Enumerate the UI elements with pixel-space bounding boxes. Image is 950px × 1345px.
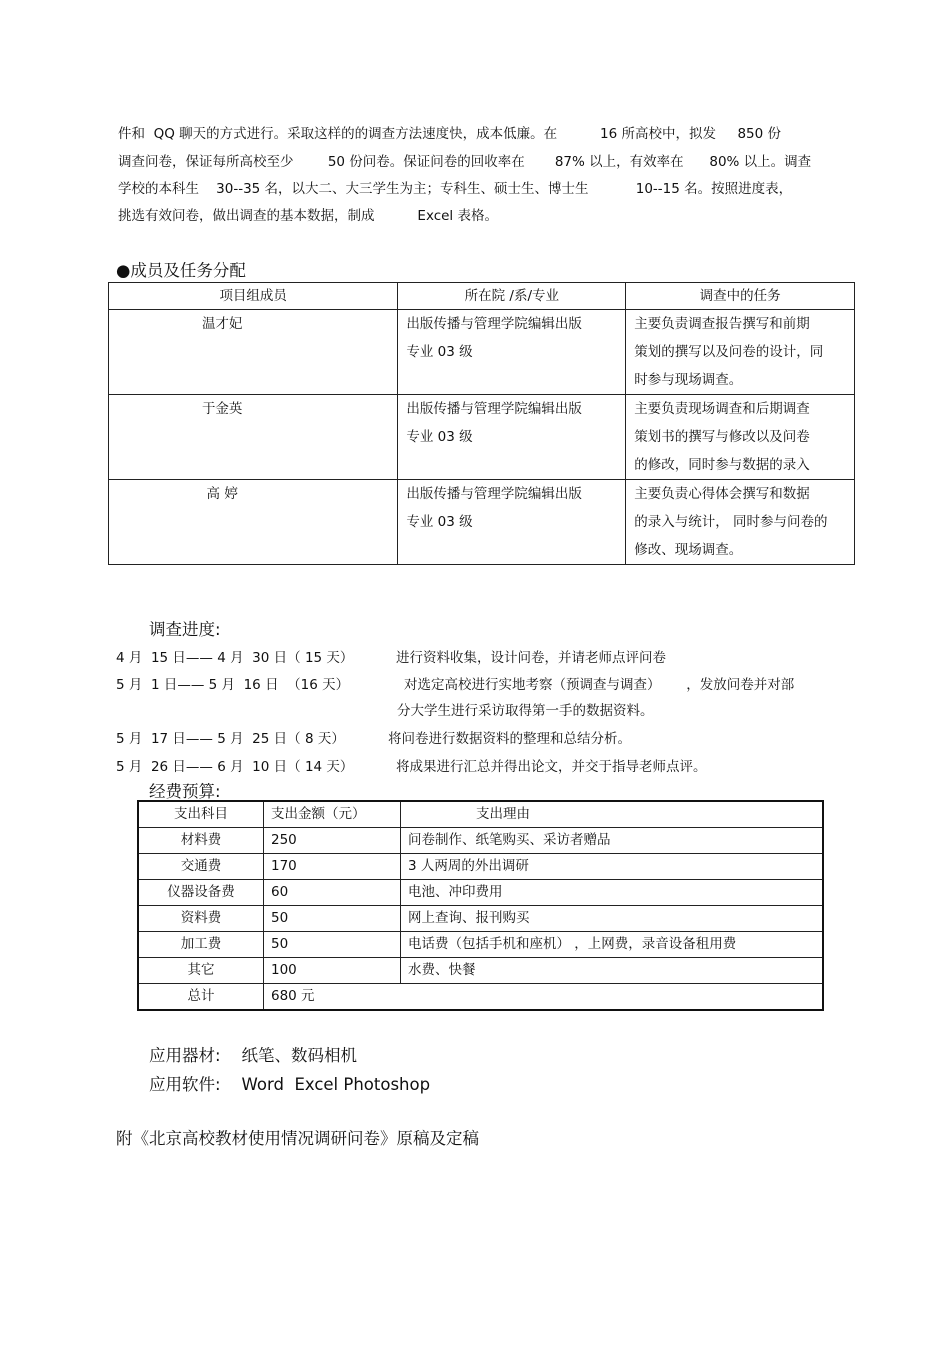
- member-dept: 出版传播与管理学院编辑出版 专业 03 级: [398, 480, 626, 565]
- budget-amount: 50: [264, 906, 401, 932]
- table-row: [138, 880, 823, 906]
- budget-table: [137, 800, 824, 1011]
- budget-item: 总计: [138, 984, 264, 1011]
- budget-header-row: [138, 801, 823, 828]
- intro-line-4: 挑选有效问卷，做出调查的基本数据，制成 Excel 表格。: [118, 208, 498, 224]
- members-header-row: [109, 283, 855, 310]
- table-row: [138, 828, 823, 854]
- intro-line-1: 件和 QQ 聊天的方式进行。采取这样的的调查方法速度快，成本低廉。在 16 所高校中，拟发 850 份: [118, 126, 782, 142]
- member-name: 温才妃: [109, 310, 398, 395]
- budget-reason: 电话费（包括手机和座机） ，上网费，录音设备租用费: [401, 932, 824, 958]
- table-row: [138, 854, 823, 880]
- budget-heading: 经费预算:: [149, 782, 221, 801]
- member-dept: 出版传播与管理学院编辑出版 专业 03 级: [398, 310, 626, 395]
- schedule-date: 4 月 15 日—— 4 月 30 日（ 15 天）: [116, 650, 354, 666]
- budget-item: 仪器设备费: [138, 880, 264, 906]
- budget-amount: 50: [264, 932, 401, 958]
- schedule-date: 5 月 26 日—— 6 月 10 日（ 14 天）: [116, 759, 354, 775]
- budget-reason: 3 人两周的外出调研: [401, 854, 824, 880]
- table-row: [138, 932, 823, 958]
- schedule-date: 5 月 1 日—— 5 月 16 日 （16 天）: [116, 677, 350, 693]
- member-task: 主要负责调查报告撰写和前期 策划的撰写以及问卷的设计，同 时参与现场调查。: [626, 310, 855, 395]
- table-row: [138, 958, 823, 984]
- budget-item: 资料费: [138, 906, 264, 932]
- budget-amount: 680 元: [264, 984, 824, 1011]
- member-name: 于金英: [109, 395, 398, 480]
- table-row: [138, 906, 823, 932]
- budget-amount: 250: [264, 828, 401, 854]
- col-header-member: 项目组成员: [109, 283, 398, 310]
- equipment-software: 应用软件: Word Excel Photoshop: [149, 1075, 431, 1094]
- member-task: 主要负责现场调查和后期调查 策划书的撰写与修改以及问卷 的修改，同时参与数据的录入: [626, 395, 855, 480]
- schedule-desc: 分大学生进行采访取得第一手的数据资料。: [397, 703, 654, 719]
- budget-reason: 网上查询、报刊购买: [401, 906, 824, 932]
- member-name: 高 婷: [109, 480, 398, 565]
- budget-reason: 问卷制作、纸笔购买、采访者赠品: [401, 828, 824, 854]
- budget-item: 材料费: [138, 828, 264, 854]
- member-dept: 出版传播与管理学院编辑出版 专业 03 级: [398, 395, 626, 480]
- schedule-desc: 将问卷进行数据资料的整理和总结分析。: [388, 731, 631, 747]
- budget-amount: 170: [264, 854, 401, 880]
- schedule-date: 5 月 17 日—— 5 月 25 日（ 8 天）: [116, 731, 345, 747]
- intro-line-2: 调查问卷，保证每所高校至少 50 份问卷。保证问卷的回收率在 87% 以上，有效率在 80% 以上。调查: [118, 154, 812, 170]
- table-row: [109, 310, 855, 395]
- budget-reason: 电池、冲印费用: [401, 880, 824, 906]
- col-header-task: 调查中的任务: [626, 283, 855, 310]
- budget-amount: 100: [264, 958, 401, 984]
- budget-amount: 60: [264, 880, 401, 906]
- budget-reason: 水费、快餐: [401, 958, 824, 984]
- schedule-heading: 调查进度:: [149, 620, 221, 639]
- col-header-reason: 支出理由: [401, 801, 824, 828]
- table-row: [109, 480, 855, 565]
- col-header-amount: 支出金额（元）: [264, 801, 401, 828]
- table-row: [138, 984, 823, 1011]
- budget-item: 其它: [138, 958, 264, 984]
- member-task: 主要负责心得体会撰写和数据 的录入与统计， 同时参与问卷的 修改、现场调查。: [626, 480, 855, 565]
- members-heading: ●成员及任务分配: [116, 261, 246, 280]
- members-table: [108, 282, 855, 565]
- col-header-dept: 所在院 /系/专业: [398, 283, 626, 310]
- equipment-devices: 应用器材: 纸笔、数码相机: [149, 1046, 358, 1065]
- intro-line-3: 学校的本科生 30--35 名，以大二、大三学生为主；专科生、硕士生、博士生 10--15 名。按照进度表，: [118, 181, 793, 197]
- appendix-note: 附《北京高校教材使用情况调研问卷》原稿及定稿: [116, 1129, 479, 1148]
- schedule-desc: 进行资料收集，设计问卷，并请老师点评问卷: [396, 650, 666, 666]
- table-row: [109, 395, 855, 480]
- col-header-item: 支出科目: [138, 801, 264, 828]
- schedule-desc: 将成果进行汇总并得出论文，并交于指导老师点评。: [396, 759, 707, 775]
- schedule-desc: 对选定高校进行实地考察（预调查与调查） ，发放问卷并对部: [404, 677, 795, 693]
- budget-item: 交通费: [138, 854, 264, 880]
- budget-item: 加工费: [138, 932, 264, 958]
